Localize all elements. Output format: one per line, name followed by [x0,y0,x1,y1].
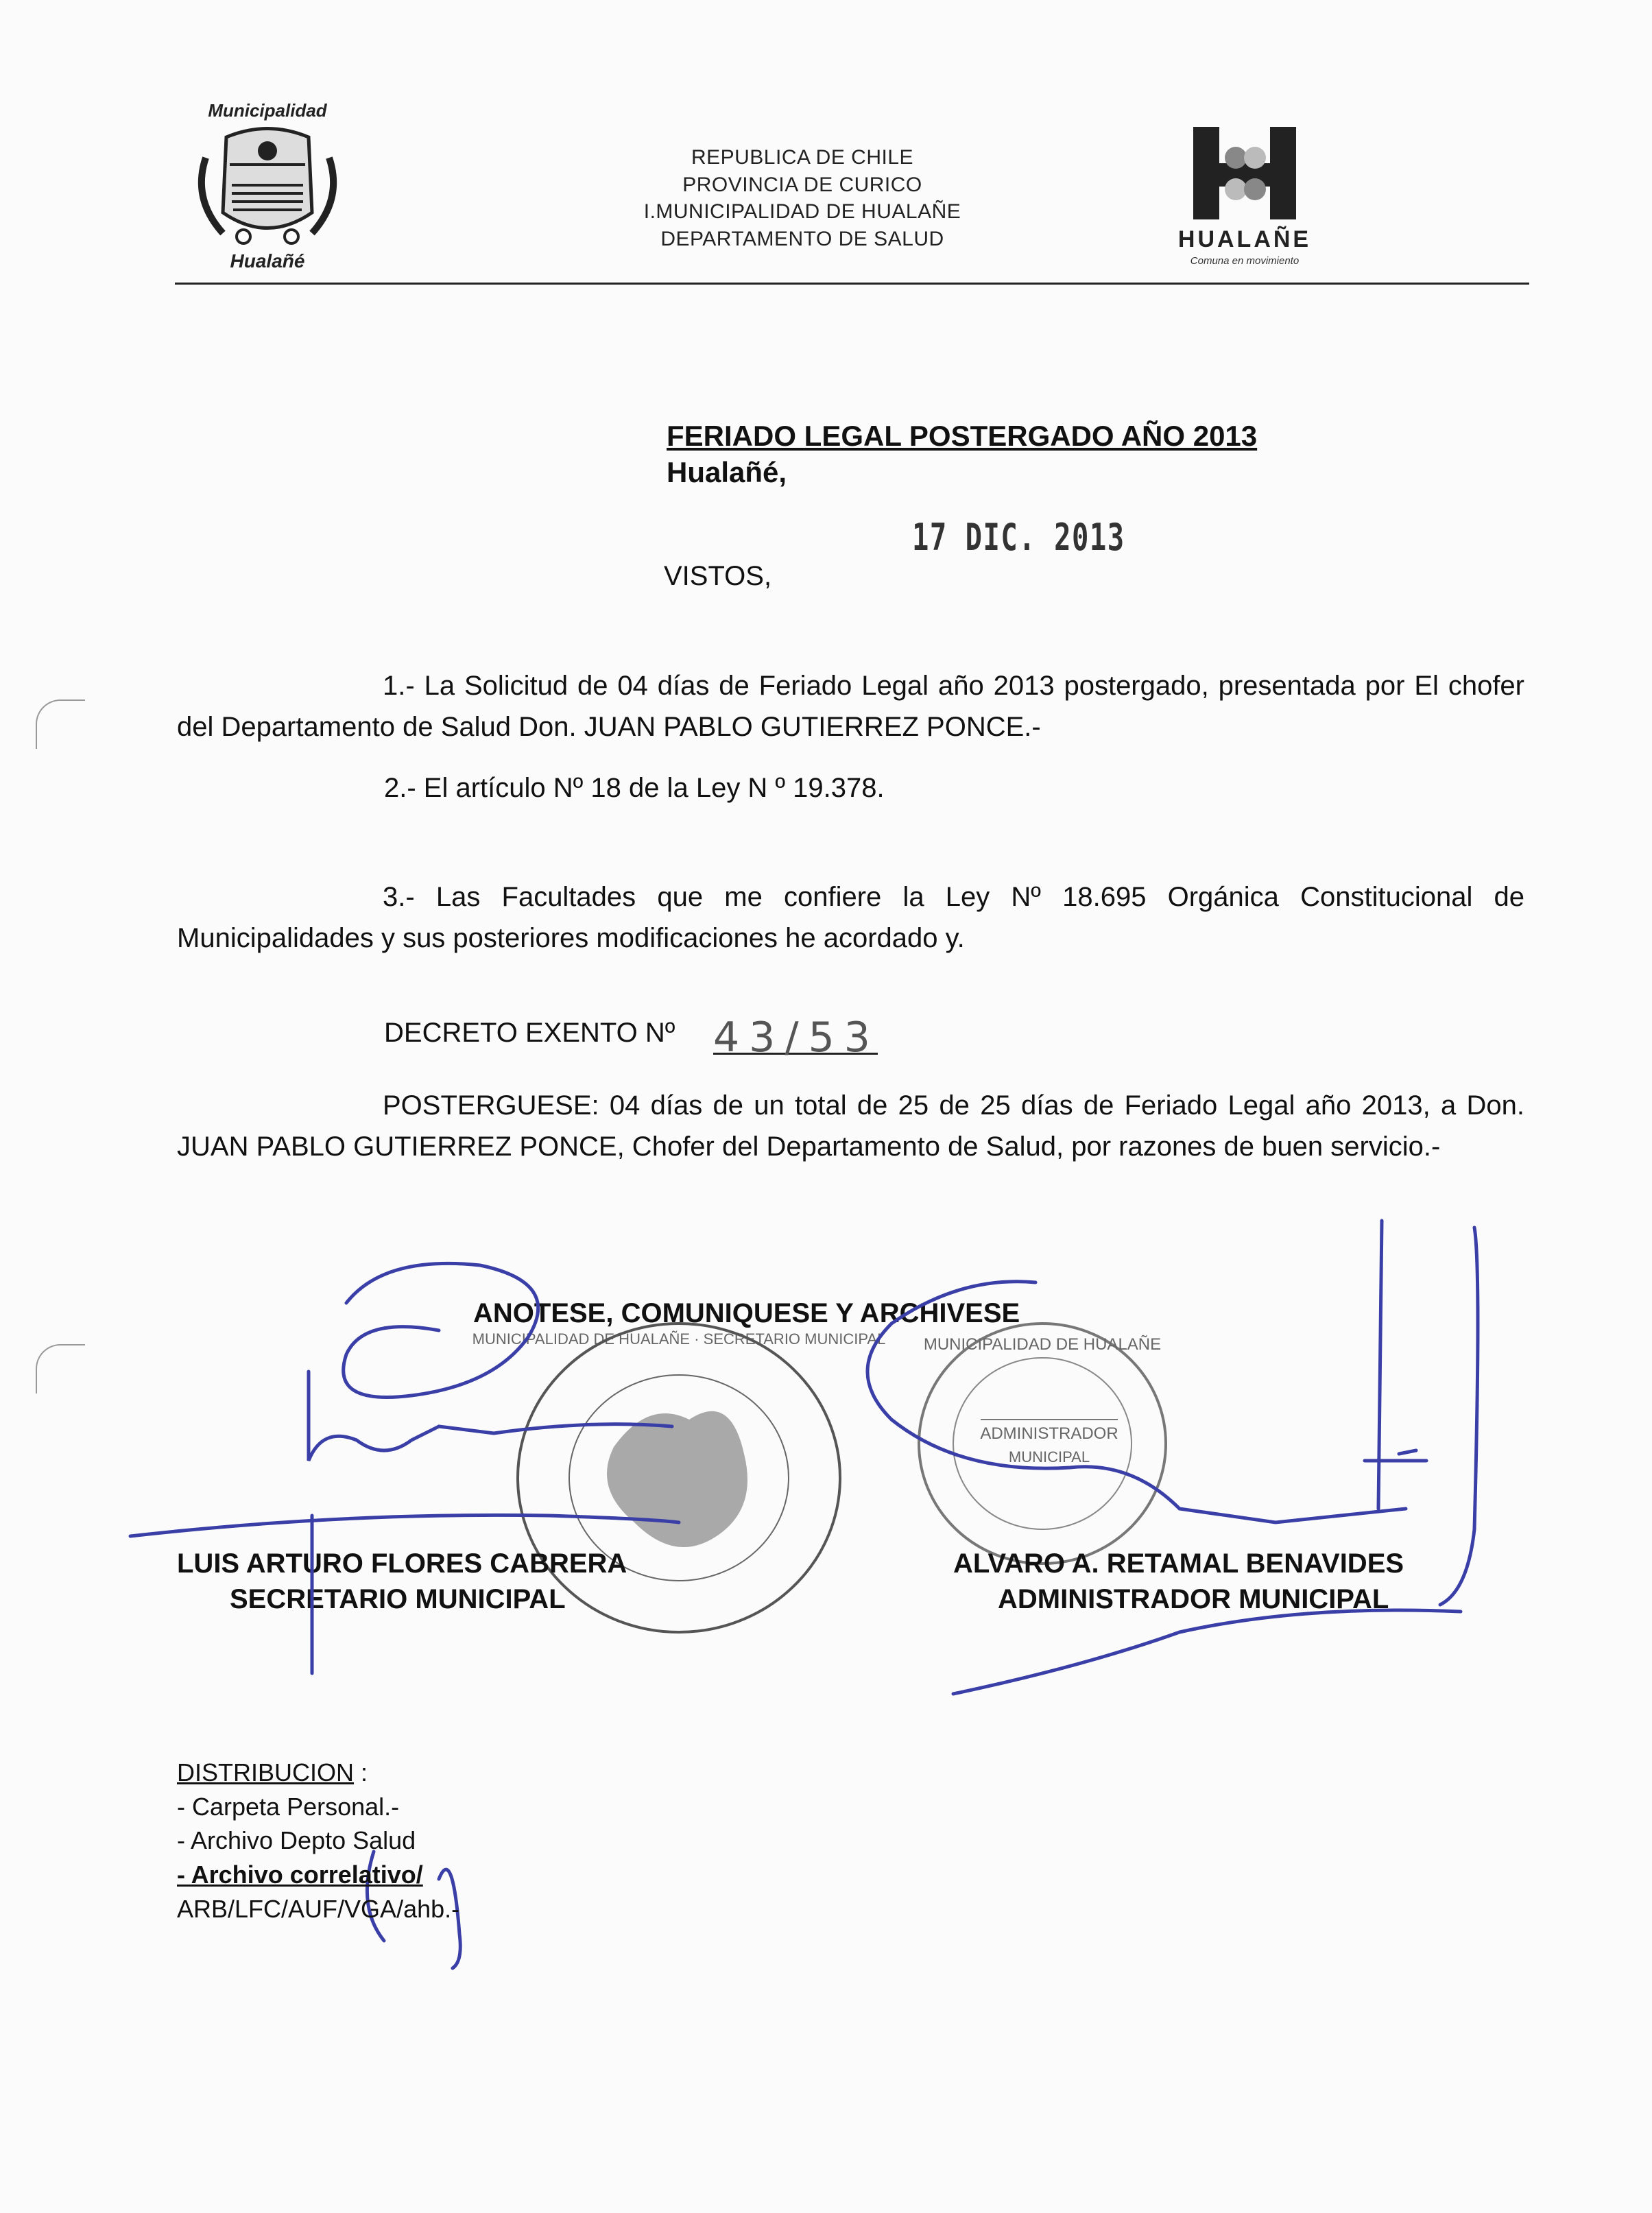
distribution-heading [177,1756,459,1790]
item-2: 2.- El artículo Nº 18 de la Ley N º 19.378. [384,773,885,803]
hualane-logo [1177,123,1312,274]
header-line-province: PROVINCIA DE CURICO [682,173,922,196]
administrator-round-stamp [912,1317,1173,1570]
place-line: Hualañé, [667,456,787,488]
item-1-text: 1.- La Solicitud de 04 días de Feriado Legal año 2013 postergado, presentada por El chofer del Departamento de Salud Don. JUAN PABLO GUTIERREZ PONCE.- [177,671,1524,742]
resolution-paragraph [177,1085,1524,1167]
distribution-heading-suffix: : [354,1758,368,1786]
binder-hole-mark [36,699,85,749]
signatory-left-title: SECRETARIO MUNICIPAL [230,1584,566,1614]
administrator-stamp-line2: MUNICIPAL [1008,1448,1090,1466]
decreto-handwritten-number: 43/53 [713,1014,880,1062]
header-line-country: REPUBLICA DE CHILE [691,146,914,169]
distribution-item: - Archivo correlativo/ [177,1861,423,1889]
document-title: FERIADO LEGAL POSTERGADO AÑO 2013 [667,420,1258,452]
distribution-initials: ARB/LFC/AUF/VGA/ahb.- [177,1894,460,1923]
crest-text-top: Municipalidad [208,100,327,121]
signatory-right-title: ADMINISTRADOR MUNICIPAL [998,1584,1389,1614]
distribution-heading-text: DISTRIBUCION [177,1758,355,1786]
crest-text-bottom: Hualañé [230,250,305,272]
resolution-text: POSTERGUESE: 04 días de un total de 25 de 25 días de Feriado Legal año 2013, a Don. JUAN PABLO GUTIERREZ PONCE, Chofer del Departamento de Salud, por razones de buen servicio.- [177,1090,1524,1162]
signatory-right-name: ALVARO A. RETAMAL BENAVIDES [953,1548,1404,1579]
header-address-block [590,144,1015,252]
administrator-stamp-ring: MUNICIPALIDAD DE HUALAÑE [923,1335,1162,1354]
binder-hole-mark [36,1344,85,1393]
vistos-heading: VISTOS, [664,561,772,591]
header-divider [175,283,1529,285]
distribution-item: - Carpeta Personal.- [177,1792,400,1821]
distribution-item: - Archivo Depto Salud [177,1826,416,1855]
item-1 [177,665,1524,747]
signatory-left-name: LUIS ARTURO FLORES CABRERA [177,1548,627,1579]
logo-name: HUALAÑE [1177,226,1312,252]
administrator-stamp-line1: ADMINISTRADOR [980,1424,1118,1443]
decreto-label: DECRETO EXENTO Nº [384,1018,675,1048]
municipal-crest-logo [185,96,350,274]
distribution-block [177,1756,459,1926]
closing-formula: ANOTESE, COMUNIQUESE Y ARCHIVESE [473,1298,1020,1328]
logo-tagline: Comuna en movimiento [1190,255,1300,267]
date-stamp: 17 DIC. 2013 [912,516,1125,559]
item-3 [177,876,1524,959]
secretary-stamp-text: MUNICIPALIDAD DE HUALAÑE · SECRETARIO MUNICIPAL [472,1330,886,1348]
header-line-municipality: I.MUNICIPALIDAD DE HUALAÑE [643,200,961,224]
item-3-text: 3.- Las Facultades que me confiere la Ley Nº 18.695 Orgánica Constitucional de Municipalidades y sus posteriores modificaciones he acordado y. [177,882,1524,953]
header-line-department: DEPARTAMENTO DE SALUD [660,227,944,250]
